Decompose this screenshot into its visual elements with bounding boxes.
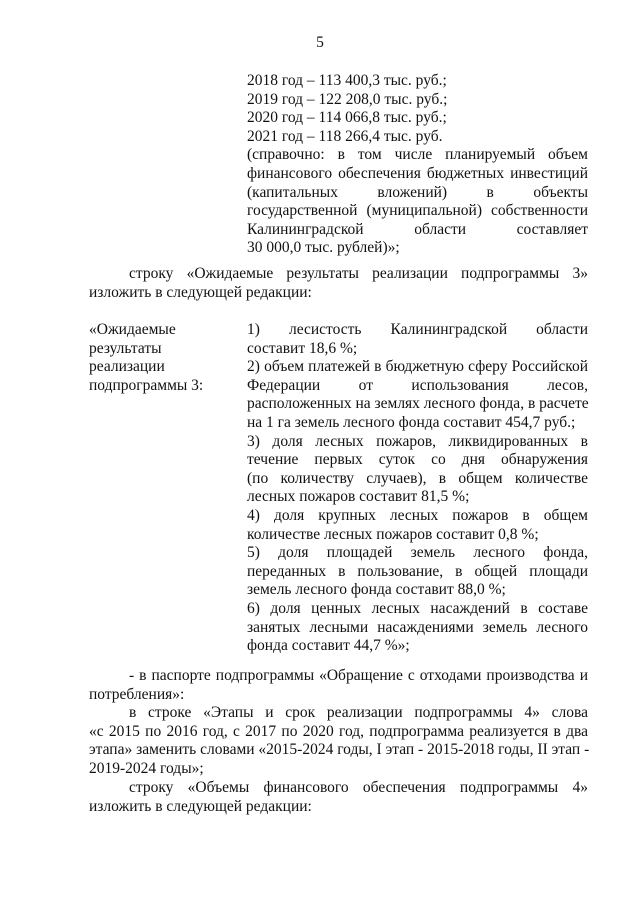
results-label-line: реализации <box>89 358 165 376</box>
funding-note-line: государственной (муниципальной) собственности <box>247 202 588 220</box>
paragraph-line: этапа» заменить словами «2015-2024 годы, I этап - 2015-2018 годы, II этап - <box>89 741 590 759</box>
results-line: переданных в пользование, в общей площади <box>247 562 588 580</box>
instruction-results <box>89 265 588 302</box>
instruction-line: строку «Ожидаемые результаты реализации подпрограммы 3» <box>129 265 588 282</box>
results-line: Федерации от использования лесов, <box>247 376 588 394</box>
results-line: 6) доля ценных лесных насаждений в составе <box>247 599 588 617</box>
results-label-line: результаты <box>89 339 162 357</box>
funding-line: 2021 год – 118 266,4 тыс. руб. <box>247 127 443 145</box>
results-line: лесных пожаров составит 81,5 %; <box>247 488 470 506</box>
instruction-line: изложить в следующей редакции: <box>89 283 312 301</box>
results-line: на 1 га земель лесного фонда составит 454,7 руб.; <box>247 413 576 431</box>
results-line: 2) объем платежей в бюджетную сферу Российской <box>247 358 588 376</box>
paragraph-line: «с 2015 по 2016 год, с 2017 по 2020 год, подпрограмма реализуется в два <box>89 722 588 740</box>
passport-paragraph <box>89 667 588 704</box>
funding-note-line: (капитальных вложений) в объекты <box>247 183 588 201</box>
results-line: (по количеству случаев), в общем количестве <box>247 469 588 487</box>
results-line: расположенных на землях лесного фонда, в расчете <box>247 395 589 413</box>
results-line: количестве лесных пожаров составит 0,8 %; <box>247 525 539 543</box>
instruction-funding <box>89 779 588 816</box>
results-label-line: «Ожидаемые <box>89 321 176 338</box>
funding-note-line: Калининградской области составляет <box>247 220 588 238</box>
results-line: занятых лесными насаждениями земель лесного <box>247 618 588 636</box>
results-line: 3) доля лесных пожаров, ликвидированных в <box>247 432 588 450</box>
funding-line: 2018 год – 113 400,3 тыс. руб.; <box>247 72 447 89</box>
instruction-line: изложить в следующей редакции: <box>89 797 312 815</box>
results-items <box>247 321 588 656</box>
results-line: составит 18,6 %; <box>247 339 358 357</box>
instruction-line: строку «Объемы финансового обеспечения подпрограммы 4» <box>129 779 588 796</box>
funding-tail-block <box>247 72 588 258</box>
results-line: 5) доля площадей земель лесного фонда, <box>247 544 588 562</box>
page-number: 5 <box>316 34 324 51</box>
results-label <box>89 321 239 395</box>
results-line: земель лесного фонда составит 88,0 %; <box>247 581 506 599</box>
results-line: 1) лесистость Калининградской области <box>247 321 588 338</box>
funding-line: 2019 год – 122 208,0 тыс. руб.; <box>247 90 448 108</box>
paragraph-line: потребления»: <box>89 685 185 703</box>
results-line: течение первых суток со дня обнаружения <box>247 451 588 469</box>
results-line: фонда составит 44,7 %»; <box>247 637 410 655</box>
funding-note-line: финансового обеспечения бюджетных инвестиций <box>247 164 588 182</box>
funding-note-line: (справочно: в том числе планируемый объем <box>247 146 588 164</box>
funding-note-line: 30 000,0 тыс. рублей)»; <box>247 239 400 257</box>
funding-line: 2020 год – 114 066,8 тыс. руб.; <box>247 109 447 127</box>
stages-paragraph <box>89 704 588 778</box>
results-line: 4) доля крупных лесных пожаров в общем <box>247 506 588 524</box>
paragraph-line: 2019-2024 годы»; <box>89 759 204 777</box>
results-label-line: подпрограммы 3: <box>89 376 204 394</box>
paragraph-line: - в паспорте подпрограммы «Обращение с отходами производства и <box>129 667 588 684</box>
paragraph-line: в строке «Этапы и срок реализации подпрограммы 4» слова <box>129 704 588 721</box>
